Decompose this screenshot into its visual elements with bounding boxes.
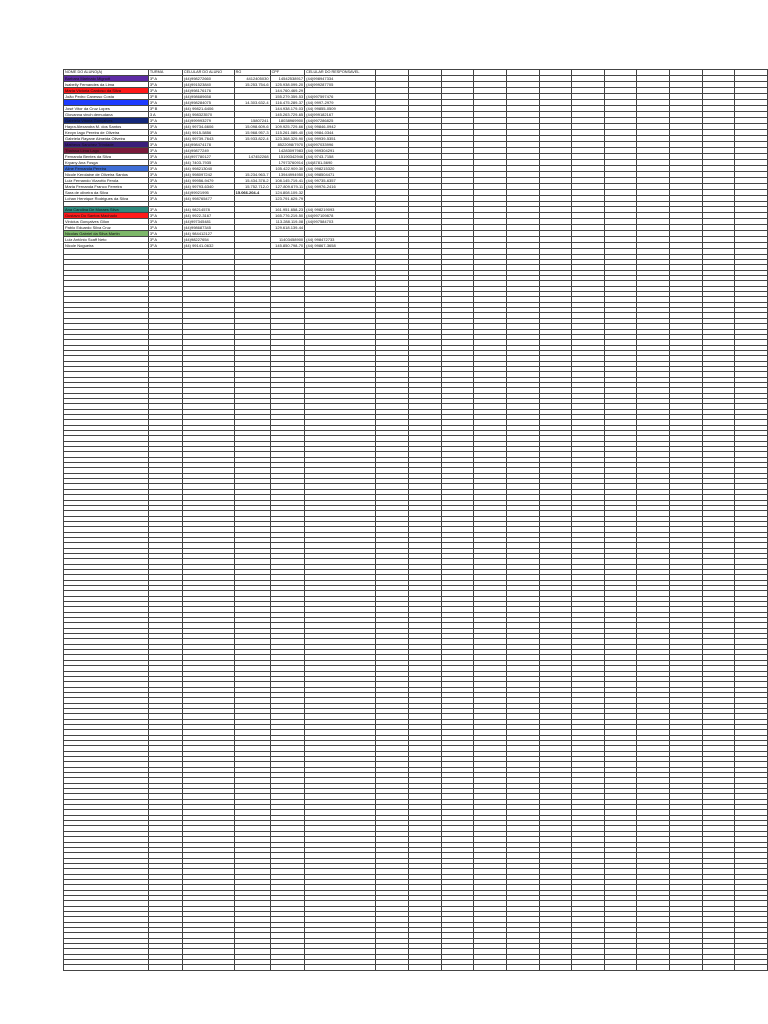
cell-celular-aluno: (44)998689658 [182, 94, 234, 100]
cell-celular-aluno: (44) 984412127 [182, 231, 234, 237]
cell-turma: 3º A [148, 184, 182, 190]
cell-cpf: 113.288.119-08 [270, 219, 305, 225]
cell-cpf: 124.808.109-32 [270, 190, 305, 196]
cell-turma: 3º A [148, 178, 182, 184]
cell-rg: 15.253.754-6 [234, 82, 270, 88]
cell-celular-responsavel: (44) 99855-0509 [305, 106, 376, 112]
cell-celular-aluno: (44) 9922-3167 [182, 213, 234, 219]
cell-nome: Kevyn Iago Pereira de Oliveira [64, 130, 149, 136]
cell-nome: José Vitor da Cruz Lopes [64, 106, 149, 112]
cell-celular-responsavel: (44)997033996 [305, 142, 376, 148]
cell-cpf: 127.809.679-11 [270, 184, 305, 190]
cell-cpf: 15190342946 [270, 154, 305, 160]
header-nome: NOME DO ALUNO(A) [64, 70, 149, 76]
sheet-body [64, 70, 768, 971]
cell-cpf: 123.791.629-79 [270, 196, 305, 202]
cell-celular-aluno: (44)998284075 [182, 100, 234, 106]
cell-turma: 3º A [148, 160, 182, 166]
cell-celular-aluno: (44) 99739-7643 [182, 136, 234, 142]
cell-turma: 3º A [148, 243, 182, 249]
cell-turma: 3º B [148, 106, 182, 112]
cell-cpf: 161.951.658-23 [270, 207, 305, 213]
cell-celular-aluno: (44)997780127 [182, 154, 234, 160]
cell-nome: Isabelly Fernandes da Lima [64, 82, 149, 88]
cell-cpf: 105.422.909.30 [270, 166, 305, 172]
cell-celular-responsavel: (44)997109878 [305, 213, 376, 219]
cell-cpf: 14283097983 [270, 148, 305, 154]
cell-celular-aluno: (44)998474178 [182, 142, 234, 148]
cell-cpf: 145.850.798-70 [270, 243, 305, 249]
cell-celular-aluno: (44)997345481 [182, 219, 234, 225]
cell-turma: 3º A [148, 219, 182, 225]
cell-turma: 3º A [148, 130, 182, 136]
cell-celular-responsavel: (44) 998215320 [305, 166, 376, 172]
cell-nome: Ana Carolina De Moraes Silva [64, 207, 149, 213]
cell-cpf: 165.776.219-50 [270, 213, 305, 219]
cell-celular-aluno: (44)99877249 [182, 148, 234, 154]
cell-nome: Thaíssa Lima Lago [64, 148, 149, 154]
cell-nome: Nicolas Gabriel da Silva Martin [64, 231, 149, 237]
cell-celular-responsavel: (44)999182167 [305, 112, 376, 118]
cell-celular-responsavel: (44) 99976-2416 [305, 184, 376, 190]
cell-celular-aluno: (44) 998323570 [182, 112, 234, 118]
cell-cpf: 144.938.179-03 [270, 106, 305, 112]
cell-celular-responsavel: (44) 998472733 [305, 237, 376, 243]
cell-turma: 3º A [148, 124, 182, 130]
cell-celular-responsavel: (44)997597476 [305, 94, 376, 100]
cell-celular-responsavel: (44) 9997-2979 [305, 100, 376, 106]
cell-celular-responsavel: (44) 99735-6357 [305, 178, 376, 184]
cell-celular-aluno: (44) 99141-0632 [182, 243, 234, 249]
cell-turma: 3 A [148, 112, 182, 118]
cell-celular-responsavel: (44) 99867-3658 [305, 243, 376, 249]
cell-cpf: 155.279.359-53 [270, 94, 305, 100]
cell-celular-aluno: (44) 99956-9479 [182, 178, 234, 184]
cell-rg: 15.752.712-0 [234, 184, 270, 190]
cell-turma: 3º A [148, 82, 182, 88]
cell-nome: Pablo Eduardo Silva Cruz [64, 225, 149, 231]
cell-celular-aluno: (44) 9915-5856 [182, 130, 234, 136]
cell-celular-responsavel: (44) 9743-7158 [305, 154, 376, 160]
cell-rg: 147452268 [234, 154, 270, 160]
cell-cpf: 125.938.099-20 [270, 82, 305, 88]
header-turma: TURMA [148, 70, 182, 76]
cell-celular-aluno: (44) 98214578 [182, 207, 234, 213]
cell-celular-aluno: (44) 7403-7935 [182, 160, 234, 166]
cell-cpf: 144.760.469-29 [270, 88, 305, 94]
cell-cpf: 116.475.289-37 [270, 100, 305, 106]
cell-cpf: 18038969900 [270, 118, 305, 124]
cell-turma: 3º A [148, 100, 182, 106]
cell-nome: João Pedro Canesso Costa [64, 94, 149, 100]
cell-turma: 3º A [148, 172, 182, 178]
cell-rg: 15.968.957-3 [234, 130, 270, 136]
header-rg: RG [234, 70, 270, 76]
cell-celular-aluno: (44)98227654 [182, 237, 234, 243]
cell-turma: 3º A [148, 148, 182, 154]
cell-nome: Fernanda Bentes da Silva [64, 154, 149, 160]
cell-cpf: 14542538917 [270, 76, 305, 82]
cell-rg: 15.234.963-7 [234, 172, 270, 178]
cell-turma: 3º A [148, 225, 182, 231]
cell-celular-responsavel: (44)999287705 [305, 82, 376, 88]
cell-cpf: 145.263.729-65 [270, 112, 305, 118]
header-celular-aluno: CELULAR DO ALUNO [182, 70, 234, 76]
cell-celular-aluno: (44) 998097242 [182, 172, 234, 178]
cell-turma: 3º A [148, 166, 182, 172]
cell-turma: 3º A [148, 118, 182, 124]
cell-turma: 3º A [148, 231, 182, 237]
cell-turma: 3º A [148, 237, 182, 243]
cell-turma: 3º A [148, 76, 182, 82]
cell-celular-responsavel: (44)8781-5690 [305, 160, 376, 166]
cell-rg: 15.434.378-2 [234, 178, 270, 184]
cell-rg: 15.098.609-6 [234, 124, 270, 130]
cell-turma: 3º A [148, 196, 182, 202]
cell-turma: 3º A [148, 190, 182, 196]
cell-celular-aluno: (44)991523840 [182, 82, 234, 88]
cell-celular-responsavel: (44) 998504471 [305, 172, 376, 178]
cell-turma: 3º A [148, 154, 182, 160]
cell-turma: 3º A [148, 207, 182, 213]
cell-turma: 3º A [148, 136, 182, 142]
header-cpf: CPF [270, 70, 305, 76]
cell-rg: 14.303.632-4 [234, 100, 270, 106]
cell-celular-responsavel: (44)998947334 [305, 76, 376, 82]
cell-nome: Nicole Nogueira [64, 243, 149, 249]
table-row [64, 965, 768, 970]
cell-nome: Lohan Henrique Rodrigues da Silva [64, 196, 149, 202]
cell-nome: Kryany Ana Fosga [64, 160, 149, 166]
cell-cpf: 129.618.139-44 [270, 225, 305, 231]
cell-celular-aluno: (44) 998213040 [182, 166, 234, 172]
cell-celular-aluno: (44)999993279 [182, 118, 234, 124]
cell-celular-aluno: (44)99921995 [182, 190, 234, 196]
header-celular-responsavel: CELULAR DO RESPONSAVEL [305, 70, 376, 76]
cell-nome: Maria Victoria Cardoso da Silva [64, 88, 149, 94]
cell-nome: Gabriela Rayane Almeida Oliveira [64, 136, 149, 142]
cell-cpf: 8522098/7970 [270, 142, 305, 148]
cell-celular-responsavel: (44) 999304291 [305, 148, 376, 154]
cell-nome: Barbara Marinato Mignott [64, 76, 149, 82]
cell-turma: 3º A [148, 88, 182, 94]
cell-cpf: 13944994950 [270, 172, 305, 178]
cell-nome: Giovanna vinch demudana [64, 112, 149, 118]
cell-celular-responsavel: (44) 998219093 [305, 207, 376, 213]
cell-celular-responsavel: (44) 99939-5351 [305, 136, 376, 142]
cell-celular-aluno: (44)998272660 [182, 76, 234, 82]
cell-celular-responsavel: (44) 9984-0344 [305, 130, 376, 136]
cell-turma: 3º A [148, 142, 182, 148]
cell-rg: 15807241 [234, 118, 270, 124]
cell-celular-aluno: (44) 99734-6606 [182, 124, 234, 130]
cell-celular-responsavel: (44) 99846-0942 [305, 124, 376, 130]
cell-turma: 3º A [148, 213, 182, 219]
cell-nome: Sara de oliveira da Silva [64, 190, 149, 196]
cell-cpf: 17973760914 [270, 160, 305, 166]
cell-celular-aluno: (44) 99793-6340 [182, 184, 234, 190]
cell-nome: Luiz Antônio Scaff Neto [64, 237, 149, 243]
cell-celular-aluno: (44)998176176 [182, 88, 234, 94]
cell-nome: Aline Fernanda Pereira [64, 166, 149, 172]
cell-nome: Gabriela Vitória Gonçalves [64, 118, 149, 124]
cell-nome: Matheus Sanchez Trindade [64, 142, 149, 148]
cell-nome: Gustavo Do Santos Machado [64, 213, 149, 219]
cell-rg: 15.933.822-4 [234, 136, 270, 142]
cell-rg: 4412405030 [234, 76, 270, 82]
spreadsheet-grid [63, 69, 768, 971]
cell-celular-aluno: (44) 99821-6406 [182, 106, 234, 112]
cell-nome: Maria Fernanda Franco Ferreira [64, 184, 149, 190]
cell-celular-aluno: (44) 998765477 [182, 196, 234, 202]
cell-cpf: 108.145.719-41 [270, 178, 305, 184]
cell-turma: 3º B [148, 94, 182, 100]
cell-cpf: 109.925.729-66 [270, 124, 305, 130]
cell-nome: Luiz Fernando Vizzotto Ferola [64, 178, 149, 184]
cell-celular-responsavel: (44)997584703 [305, 219, 376, 225]
cell-nome: Vinicius Gonçalves Gilon [64, 219, 149, 225]
cell-cpf: 11403458900 [270, 237, 305, 243]
cell-nome: Nicole Kerolaine de Oliveira Santos [64, 172, 149, 178]
cell-celular-responsavel: (44)997286825 [305, 118, 376, 124]
cell-cpf: 123.368.329-90 [270, 136, 305, 142]
cell-nome: Hayra Alexandra M. dos Santos [64, 124, 149, 130]
cell-cpf: 115.261.089-40 [270, 130, 305, 136]
cell-rg: 15.066.204-4 [234, 190, 270, 196]
cell-celular-aluno: (44)998687345 [182, 225, 234, 231]
